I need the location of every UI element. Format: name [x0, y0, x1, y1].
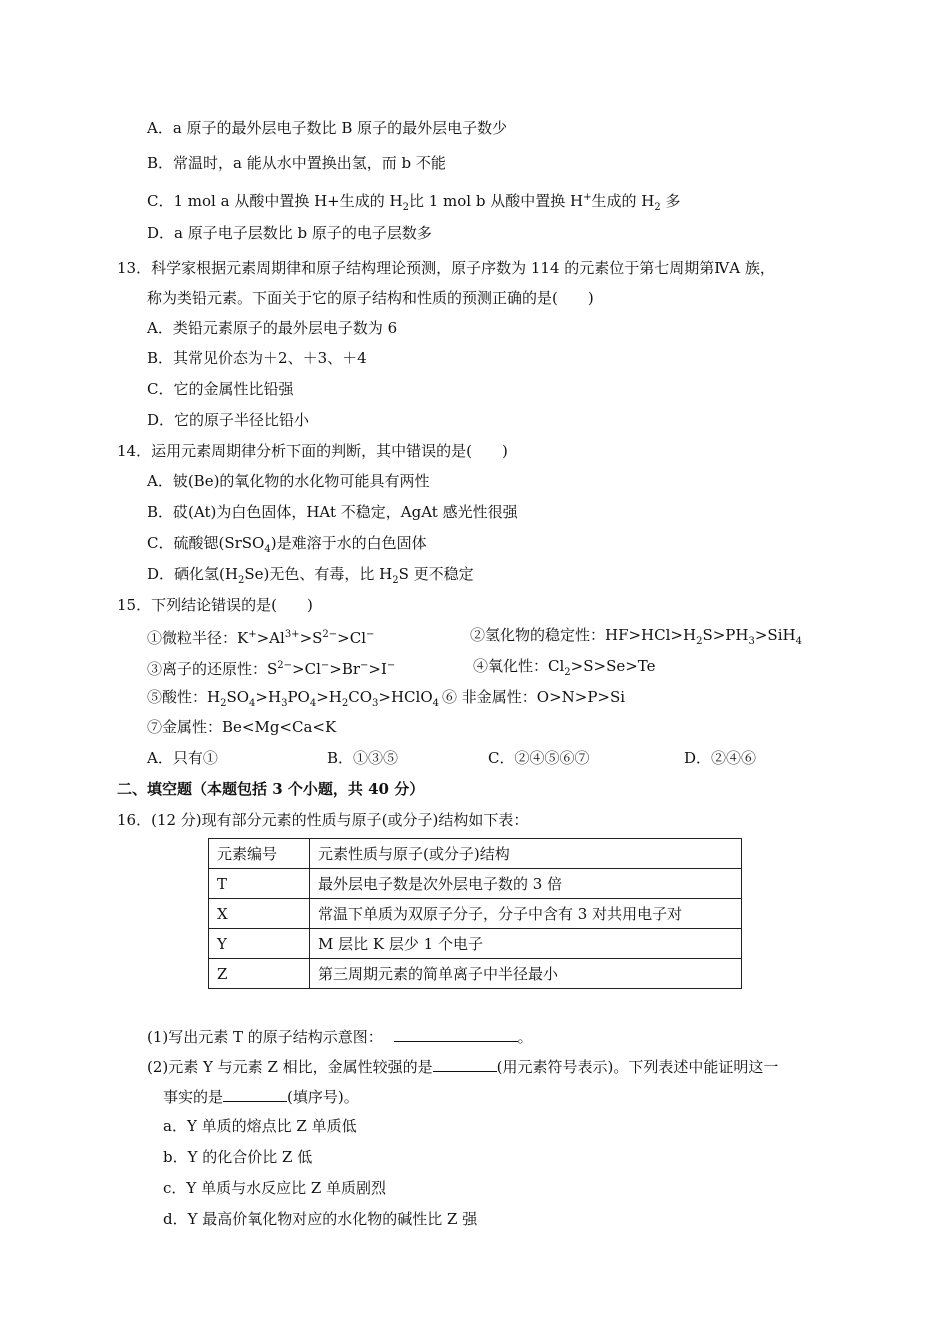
table-row: [209, 899, 742, 929]
answer-blank[interactable]: [394, 1025, 518, 1042]
q15-option-c: C．②④⑤⑥⑦: [488, 749, 590, 767]
q14-option-a: A．铍(Be)的氧化物的水化物可能具有两性: [147, 472, 430, 490]
q15-option-d: D．②④⑥: [684, 749, 757, 767]
table-cell: 常温下单质为双原子分子，分子中含有 3 对共用电子对: [310, 899, 742, 929]
section-title: 二、填空题（本题包括 3 个小题，共 40 分）: [117, 780, 425, 798]
q15-option-a: A．只有①: [147, 749, 218, 767]
q13-option-c: C．它的金属性比铅强: [147, 380, 294, 398]
q15-s1-label: ①微粒半径：K: [147, 629, 249, 647]
table-header-cell: 元素编号: [209, 839, 310, 869]
q15-statement-3: ③离子的还原性：$S^{2-}>Cl^->Br^->I^-$: [147, 660, 396, 678]
q16-option-c: c．Y 单质与水反应比 Z 单质剧烈: [163, 1179, 387, 1197]
q13-option-a: A．类铅元素原子的最外层电子数为 6: [147, 319, 398, 337]
table-cell: M 层比 K 层少 1 个电子: [310, 929, 742, 959]
q12-option-a: A．a 原子的最外层电子数比 B 原子的最外层电子数少: [147, 119, 508, 137]
q16-part2-text-b: (用元素符号表示)。下列表述中能证明这一: [496, 1058, 779, 1076]
q14-c-part2: )是难溶于水的白色固体: [270, 534, 427, 552]
q16-part1-text: (1)写出元素 T 的原子结构示意图：: [147, 1028, 383, 1046]
answer-blank[interactable]: [433, 1055, 497, 1072]
q14-d-part3: S 更不稳定: [398, 565, 474, 583]
answer-blank[interactable]: [223, 1085, 287, 1102]
q12-option-c: C．1 mol a 从酸中置换 H+生成的 $H_2$比 1 mol b 从酸中置换 H+生成的 $H_2$ 多: [147, 192, 681, 213]
q14-stem: 14．运用元素周期律分析下面的判断，其中错误的是( ): [117, 442, 508, 460]
q13-option-d: D．它的原子半径比铅小: [147, 411, 310, 429]
q15-statement-7: ⑦金属性：Be<Mg<Ca<K: [147, 718, 337, 736]
q13-stem-line1: 13．科学家根据元素周期律和原子结构理论预测，原子序数为 114 的元素位于第七周期第ⅣA 族，: [117, 259, 775, 277]
q13-stem-line2: 称为类铅元素。下面关于它的原子结构和性质的预测正确的是( ): [147, 289, 594, 307]
q14-c-part1: C．硫酸锶(SrSO: [147, 534, 265, 552]
table-header-row: [209, 839, 742, 869]
table-cell: 最外层电子数是次外层电子数的 3 倍: [310, 869, 742, 899]
q15-s5-label: ⑤酸性：H: [147, 688, 221, 706]
q16-part2-text-d: (填序号)。: [287, 1088, 359, 1106]
q13-option-b: B．其常见价态为＋2、＋3、＋4: [147, 349, 367, 367]
table-cell: X: [209, 899, 310, 929]
q16-part1-end: 。: [517, 1028, 533, 1046]
table-header-cell: 元素性质与原子(或分子)结构: [310, 839, 742, 869]
q14-d-part1: D．硒化氢(H: [147, 565, 238, 583]
q16-option-b: b．Y 的化合价比 Z 低: [163, 1148, 313, 1166]
q16-part2-line1: [147, 1055, 778, 1077]
table-cell: Y: [209, 929, 310, 959]
q16-part1: [147, 1025, 533, 1047]
q15-stem: 15．下列结论错误的是( ): [117, 596, 313, 614]
q12-c-part4: 多: [665, 192, 681, 210]
q16-part2-text-a: (2)元素 Y 与元素 Z 相比，金属性较强的是: [147, 1058, 433, 1076]
q14-d-part2: Se)无色、有毒，比 H: [244, 565, 393, 583]
q16-option-a: a．Y 单质的熔点比 Z 单质低: [163, 1117, 357, 1135]
q15-statement-2: ②氢化物的稳定性：$HF>HCl>H_2S>PH_3>SiH_4$: [470, 626, 802, 647]
q15-s3-label: ③离子的还原性：S: [147, 660, 278, 678]
q15-statement-6: ⑥ 非金属性：O>N>P>Si: [442, 688, 626, 706]
q15-option-b: B．①③⑤: [327, 749, 399, 767]
table-cell: T: [209, 869, 310, 899]
table-row: [209, 869, 742, 899]
q14-option-b: B．砹(At)为白色固体，HAt 不稳定，AgAt 感光性很强: [147, 503, 518, 521]
q12-c-part1: C．1 mol a 从酸中置换 H+生成的 H: [147, 192, 403, 210]
q16-option-d: d．Y 最高价氧化物对应的水化物的碱性比 Z 强: [163, 1210, 478, 1228]
q15-s2-label: ②氢化物的稳定性：HF>HCl>H: [470, 626, 697, 644]
table-row: [209, 959, 742, 989]
table-cell: Z: [209, 959, 310, 989]
q15-statement-1: ①微粒半径：$K^+>Al^{3+}>S^{2-}>Cl^-$: [147, 629, 375, 647]
q15-s4-label: ④氧化性：Cl: [473, 657, 565, 675]
q12-c-part3: 生成的 H: [591, 192, 655, 210]
q12-option-d: D．a 原子电子层数比 b 原子的电子层数多: [147, 224, 432, 242]
table-cell: 第三周期元素的简单离子中半径最小: [310, 959, 742, 989]
table-row: [209, 929, 742, 959]
q12-option-b: B．常温时，a 能从水中置换出氢，而 b 不能: [147, 154, 446, 172]
q16-stem: 16．(12 分)现有部分元素的性质与原子(或分子)结构如下表：: [117, 811, 529, 829]
q16-part2-text-c: 事实的是: [163, 1088, 224, 1106]
element-table: [208, 838, 742, 989]
q14-option-c: C．硫酸锶(SrSO$_4$)是难溶于水的白色固体: [147, 534, 427, 555]
q15-statement-4: ④氧化性：$Cl_2>S>Se>Te$: [473, 657, 656, 678]
q16-part2-line2: [163, 1085, 359, 1107]
q14-option-d: D．硒化氢$(H_2Se)$无色、有毒，比 $H_2S$ 更不稳定: [147, 565, 474, 586]
q15-statement-5: ⑤酸性：$H_2SO_4>H_3PO_4>H_2CO_3>HClO_4$: [147, 688, 440, 709]
q12-c-part2: 比 1 mol b 从酸中置换 H: [408, 192, 584, 210]
